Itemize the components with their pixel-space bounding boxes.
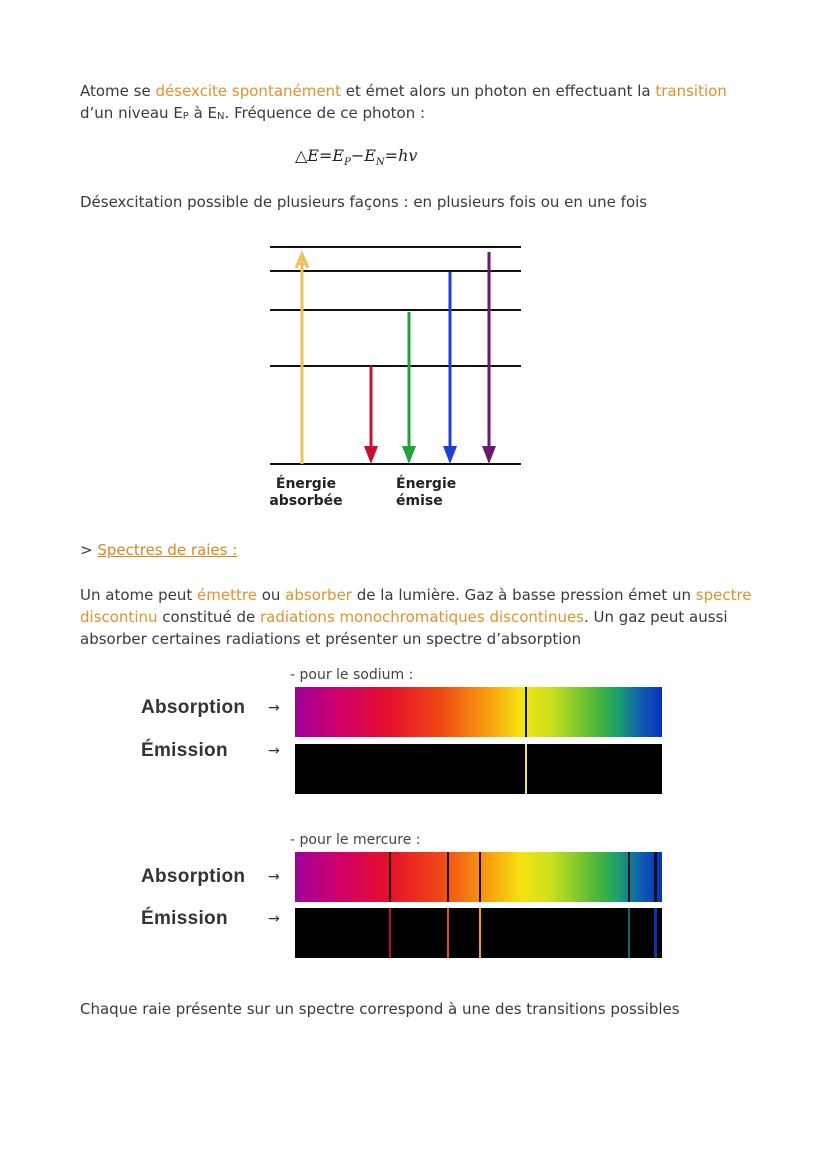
text: et émet alors un photon en effectuant la <box>340 82 656 100</box>
subscript-n: N <box>217 111 225 122</box>
mercury-emission-line <box>654 908 657 958</box>
mercury-absorption-spectrum <box>295 852 662 902</box>
highlight-transition: transition <box>655 82 727 100</box>
text: Atome se <box>80 82 156 100</box>
text: d’un niveau E <box>80 104 183 122</box>
text: constitué de <box>157 608 260 626</box>
sodium-caption: - pour le sodium : <box>290 667 414 683</box>
mercury-absorption-label: Absorption <box>141 866 246 887</box>
mercury-emission-line <box>479 908 481 958</box>
mercury-absorption-line <box>389 852 391 902</box>
conclusion-paragraph: Chaque raie présente sur un spectre correspond à une des transitions possibles <box>80 1000 680 1018</box>
sodium-emission-label: Émission <box>141 740 228 761</box>
label-energy-emitted <box>396 476 472 510</box>
text: de la lumière. Gaz à basse pression émet un <box>351 586 696 604</box>
heading-link-spectres[interactable]: Spectres de raies : <box>97 541 238 559</box>
mercury-absorption-line <box>479 852 481 902</box>
mercury-emission-label: Émission <box>141 908 228 929</box>
arrow-icon: → <box>268 911 280 927</box>
highlight-spectre-discontinu: spectre discontinu <box>80 586 752 626</box>
label-line: Énergie <box>396 476 457 492</box>
highlight-radiations: radiations monochromatiques discontinues <box>259 608 584 626</box>
formula-sub-n: N <box>375 157 385 169</box>
highlight-absorber: absorber <box>285 586 352 604</box>
heading-prefix: > <box>80 541 98 559</box>
highlight-emettre: émettre <box>197 586 257 604</box>
energy-level-diagram <box>0 0 828 520</box>
absorbed-arrow <box>296 254 308 464</box>
formula-part: =hv <box>384 146 418 165</box>
sodium-emission-line <box>525 744 527 794</box>
mercury-absorption-line <box>654 852 657 902</box>
label-line: émise <box>396 493 443 509</box>
highlight-desexcite: désexcite spontanément <box>155 82 341 100</box>
mercury-emission-line <box>628 908 630 958</box>
sodium-absorption-line <box>525 687 527 737</box>
energy-levels <box>270 247 521 464</box>
emission-arrow-blue <box>443 272 457 464</box>
arrow-icon: → <box>268 869 280 885</box>
text: Un atome peut <box>80 586 198 604</box>
text: . Un gaz peut aussi absorber certaines radiations et présenter un spectre d’absorption <box>80 608 728 648</box>
arrow-icon: → <box>268 743 280 759</box>
subscript-p: P <box>182 111 189 122</box>
formula-sub-p: P <box>344 157 351 169</box>
formula-part: −E <box>350 146 376 165</box>
sodium-emission-spectrum <box>295 744 662 794</box>
text: à E <box>188 104 218 122</box>
section-heading <box>80 541 237 559</box>
formula-part: △E=E <box>295 146 345 165</box>
spectra-paragraph <box>80 584 760 650</box>
mercury-emission-line <box>389 908 391 958</box>
emission-arrow-green <box>402 312 416 464</box>
mercury-caption: - pour le mercure : <box>290 832 421 848</box>
text: . Fréquence de ce photon : <box>224 104 426 122</box>
emission-arrow-red <box>364 366 378 464</box>
sodium-absorption-label: Absorption <box>141 697 246 718</box>
mercury-emission-spectrum <box>295 908 662 958</box>
desexcitation-paragraph: Désexcitation possible de plusieurs façons : en plusieurs fois ou en une fois <box>80 193 648 211</box>
mercury-absorption-line <box>628 852 630 902</box>
mercury-emission-line <box>447 908 449 958</box>
mercury-absorption-line <box>447 852 449 902</box>
label-line: Énergie <box>275 476 337 492</box>
arrow-icon: → <box>268 700 280 716</box>
text: ou <box>256 586 286 604</box>
emission-arrow-purple <box>482 252 496 464</box>
label-energy-absorbed <box>262 476 350 510</box>
label-line: absorbée <box>269 493 343 509</box>
sodium-absorption-spectrum <box>295 687 662 737</box>
